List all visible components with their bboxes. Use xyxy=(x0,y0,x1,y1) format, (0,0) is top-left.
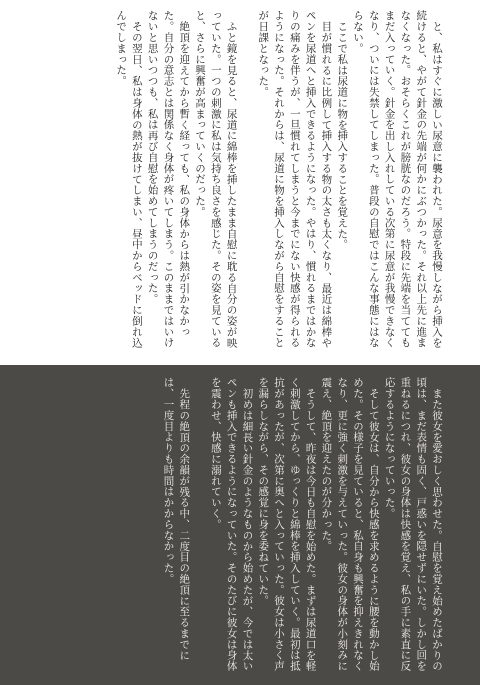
bottom-text-section xyxy=(0,365,480,685)
bottom-vertical-text xyxy=(160,377,444,673)
paragraph: 絶頂を迎えてから暫く経っても、私の身体からは熱が引かなかった。自分の意志とは関係なく身体が疼いてしまう。このままではいけないと思いつつも、私は再び自慰を始めてしまうのだった。 xyxy=(146,10,191,348)
paragraph: そうして、昨夜は今日も自慰を始めた。まずは尿道口を軽く刺激してから、ゆっくりと綿棒を挿入していく。最初は抵抗があったが、次第に奥へと入っていった。彼女は小さく声を漏らしながら、その感覚に身を委ねていた。 xyxy=(257,377,317,672)
paragraph: また彼女を愛おしく思わせた。自慰を覚え始めたばかりの頃は、まだ表情も固く、戸惑いを隠せずにいた。しかし回を重ねるにつれ、彼女の身体は快感を覚え、私の手に素直に反応するようになっていった。 xyxy=(383,377,443,672)
top-vertical-text xyxy=(112,10,444,348)
paragraph: ふと鏡を見ると、尿道に綿棒を挿したまま自慰に耽る自分の姿が映っていた。一つの刺激に私は気持ち良さを感じた。その姿を見ていると、さらに興奮が高まっていくのだった。 xyxy=(194,10,238,348)
paragraph: 目が慣れるに比例して挿入する物の太さも太くなり、最近は綿棒やペンを尿道へと挿入できるようになった。やはり、慣れるまではかなりの痛みを伴うが、一旦慣れてしまうと今までにない快感が得られるようになった。それからは、尿道に物を挿入しながら自慰をすることが日課となった。 xyxy=(257,10,333,348)
paragraph: と、私はすぐに激しい尿意に襲われた。尿意を我慢しながら挿入を続けると、やがて針金の先端が何かにぶつかった。それ以上先に進まなくなった。おそらくこれが膀胱なのだろう。特段に先端を当ててもまだ入っていく。針金を出し入れしている次第に尿意が我慢できなくなり、ついには失禁してしまった。普段の自慰ではこんな事態にはならない。 xyxy=(352,10,443,348)
paragraph: 初めは細長い針金のようなものから始めたが、今では太いペンも挿入できるようになっていた。そのたびに彼女は身体を震わせ、快感に溺れていく。 xyxy=(209,377,254,672)
paragraph: ここで私は尿道に物を挿入することを覚えた。 xyxy=(336,20,349,250)
paragraph: その翌日、私は身体の熱が抜けてしまい、昼中からベッドに倒れ込んでしまった。 xyxy=(115,10,143,348)
paragraph: そして彼女は、自分から快感を求めるように腰を動かし始めた。その様子を見ていると、私自身も興奮を抑えきれなくなり、更に強く刺激を与えていった。彼女の身体が小刻みに震え、絶頂を迎えたのが分かった。 xyxy=(320,377,380,672)
paragraph: 先程の絶頂の余韻が残る中、二度目の絶頂に至るまでには、一度目よりも時間はかからなかった。 xyxy=(162,377,191,660)
